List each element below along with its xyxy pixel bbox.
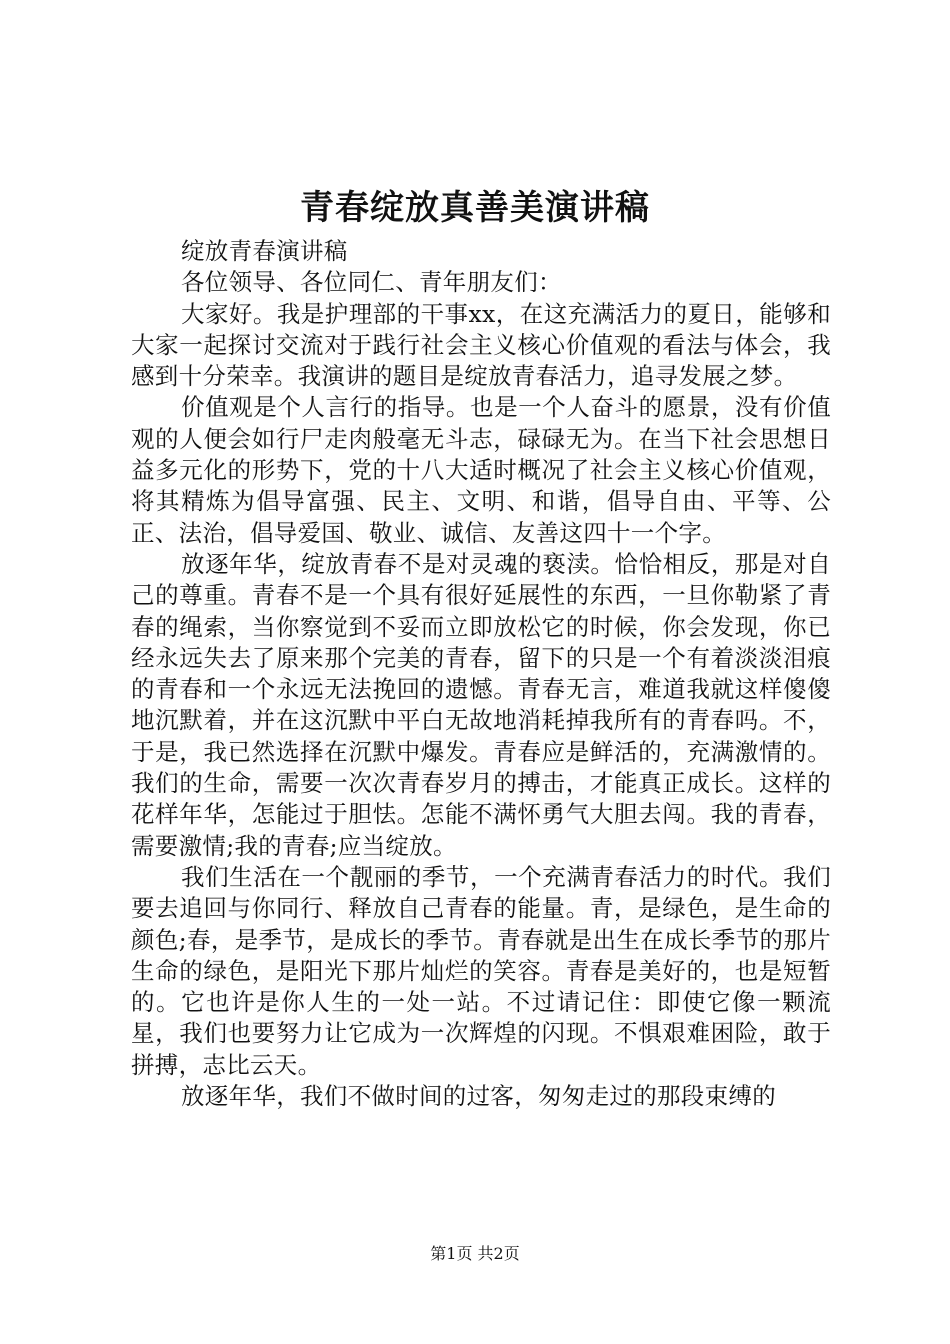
paragraph: 我们生活在一个靓丽的季节，一个充满青春活力的时代。我们要去追回与你同行、释放自己青春的能量。青，是绿色，是生命的颜色;春，是季节，是成长的季节。青春就是出生在成长季节的那片生命的绿色，是阳光下那片灿烂的笑容。青春是美好的，也是短暂的。它也许是你人生的一处一站。不过请记住：即使它像一颗流星，我们也要努力让它成为一次辉煌的闪现。不惧艰难困险，敢于拼搏，志比云天。 — [131, 862, 831, 1079]
paragraph: 价值观是个人言行的指导。也是一个人奋斗的愿景，没有价值观的人便会如行尸走肉般毫无斗志，碌碌无为。在当下社会思想日益多元化的形势下，党的十八大适时概况了社会主义核心价值观，将其精炼为倡导富强、民主、文明、和谐，倡导自由、平等、公正、法治，倡导爱国、敬业、诚信、友善这四十一个字。 — [131, 393, 831, 547]
paragraph-salutation: 各位领导、各位同仁、青年朋友们： — [181, 268, 562, 297]
paragraph: 放逐年华，我们不做时间的过客，匆匆走过的那段束缚的 — [181, 1082, 776, 1111]
paragraph: 大家好。我是护理部的干事xx，在这充满活力的夏日，能够和大家一起探讨交流对于践行社会主义核心价值观的看法与体会，我感到十分荣幸。我演讲的题目是绽放青春活力，追寻发展之梦。 — [131, 299, 831, 391]
paragraph-subtitle: 绽放青春演讲稿 — [181, 237, 348, 265]
page-number-footer: 第1页 共2页 — [430, 1244, 520, 1263]
document-body — [131, 236, 831, 1112]
document-title: 青春绽放真善美演讲稿 — [300, 188, 650, 228]
paragraph: 放逐年华，绽放青春不是对灵魂的亵渎。恰恰相反，那是对自己的尊重。青春不是一个具有很好延展性的东西，一旦你勒紧了青春的绳索，当你察觉到不妥而立即放松它的时候，你会发现，你已经永远失去了原来那个完美的青春，留下的只是一个有着淡淡泪痕的青春和一个永远无法挽回的遗憾。青春无言，难道我就这样傻傻地沉默着，并在这沉默中平白无故地消耗掉我所有的青春吗。不，于是，我已然选择在沉默中爆发。青春应是鲜活的，充满激情的。我们的生命，需要一次次青春岁月的搏击，才能真正成长。这样的花样年华，怎能过于胆怯。怎能不满怀勇气大胆去闯。我的青春，需要激情;我的青春;应当绽放。 — [131, 549, 831, 860]
